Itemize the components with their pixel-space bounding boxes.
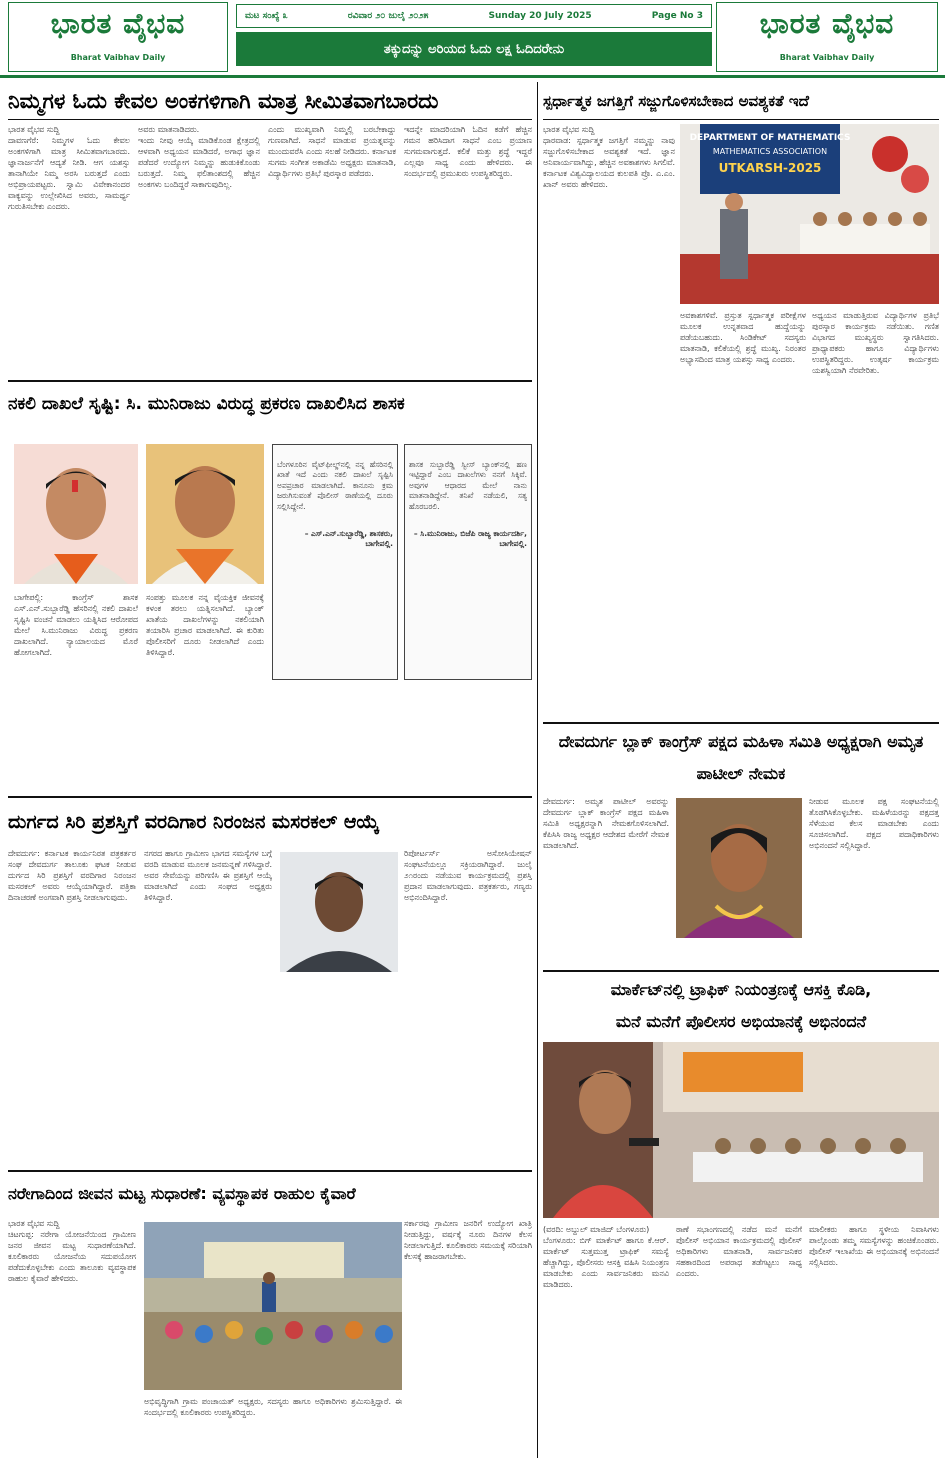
issue-number: ಮಟ ಸಂಖ್ಯೆ ೩ [245, 11, 288, 21]
logo-title: ಭಾರತ ವೈಭವ [50, 7, 186, 40]
portrait-mla [14, 444, 138, 584]
column-divider [537, 82, 538, 1458]
banner-text: DEPARTMENT OF MATHEMATICS [689, 133, 851, 143]
article-column: ಅಭಿವೃದ್ಧಿಗಾಗಿ ಗ್ರಾಮ ಪಂಚಾಯತ್ ಅಧ್ಯಕ್ಷರು, ಸದಸ್ಯರು ಹಾಗೂ ಅಧಿಕಾರಿಗಳು ಶ್ರಮಿಸುತ್ತಿದ್ದಾರೆ. ಈ ಸಂದರ್ಭದಲ್ಲಿ ಕೂಲಿಕಾರರು ಉಪಸ್ಥಿತರಿದ್ದರು. [144, 1397, 402, 1417]
kannada-date: ರವಿವಾರ ೨೦ ಜುಲೈ ೨೦೨೫ [347, 11, 429, 21]
banner-text: MATHEMATICS ASSOCIATION [712, 147, 828, 156]
article-column: ಎಂದು ಮುಖ್ಯವಾಗಿ ನಿಮ್ಮಲ್ಲಿ ಬರಬೇಕಾದ್ದು ಗುಣವಾಗಿದೆ. ಸಾಧನೆ ಮಾಡುವ ಪ್ರಯತ್ನವನ್ನು ಮುಂದುವರೆಸಿ ಎಂದು ಸಲಹೆ ನೀಡಿದರು. ಕರ್ನಾಟಕ ಸುಗಮ ಸಂಗೀತ ಅಕಾಡೆಮಿ ಅಧ್ಯಕ್ಷರು ಮಾತನಾಡಿ, ವಿದ್ಯಾರ್ಥಿಗಳು ಪ್ರತಿಭೆ ಪುರಸ್ಕಾರ ಪಡೆದರು. [268, 125, 396, 178]
event-photo [680, 124, 939, 304]
article-column: ದೇವದುರ್ಗ: ಅಮೃತ ಪಾಟೀಲ್ ಅವರನ್ನು ದೇವದುರ್ಗ ಬ್ಲಾಕ್ ಕಾಂಗ್ರೆಸ್ ಪಕ್ಷದ ಮಹಿಳಾ ಸಮಿತಿ ಅಧ್ಯಕ್ಷರನ್ನಾಗಿ ನೇಮಕಗೊಳಿಸಲಾಗಿದೆ. ಕೆಪಿಸಿಸಿ ರಾಜ್ಯ ಅಧ್ಯಕ್ಷರ ಆದೇಶದ ಮೇರೆಗೆ ನೇಮಕ ಮಾಡಲಾಗಿದೆ. [543, 797, 669, 850]
article-column: ಠಾಣೆ ಸಭಾಂಗಣದಲ್ಲಿ ನಡೆದ ಮನೆ ಮನೆಗೆ ಪೊಲೀಸ್ ಅಭಿಯಾನ ಕಾರ್ಯಕ್ರಮದಲ್ಲಿ ಪೊಲೀಸ್ ಅಧಿಕಾರಿಗಳು ಮಾತನಾಡಿ, ಸಾರ್ವಜನಿಕರ ಸಹಕಾರದಿಂದ ಅಪರಾಧ ತಡೆಗಟ್ಟಲು ಸಾಧ್ಯ ಎಂದರು. [676, 1225, 802, 1278]
tagline: ತಕ್ಕುದನ್ನು ಅರಿಯದ ಓದು ಲಕ್ಷ ಓದಿದರೇನು [236, 32, 712, 66]
article-column: ಅವರು ಮಾತನಾಡಿದರು. ಇಂದು ನೀವು ಆಯ್ಕೆ ಮಾಡಿಕೊಂಡ ಕ್ಷೇತ್ರದಲ್ಲಿ ಆಳವಾಗಿ ಅಧ್ಯಯನ ಮಾಡಿದರೆ, ಅಗಾಧ ಜ್ಞಾನ ಪಡೆದರೆ ಉದ್ಯೋಗ ನಿಮ್ಮನ್ನು ಹುಡುಕಿಕೊಂಡು ಬರುತ್ತದೆ. ನಿಮ್ಮ ಫಲಿತಾಂಶದಲ್ಲಿ ಹೆಚ್ಚಿನ ಅಂಕಗಳು ಬಂದಿದ್ದರೆ ಸಾಕಾಗುವುದಿಲ್ಲ. [138, 125, 260, 189]
divider [543, 970, 939, 972]
article-column: ಇದನ್ನೇ ಮಾದರಿಯಾಗಿ ಓದಿನ ಕಡೆಗೆ ಹೆಚ್ಚಿನ ಗಮನ ಹರಿಸಿದಾಗ ಸಾಧನೆ ಎಂಬ ಪ್ರಯಾಣ ಸುಗಮವಾಗುತ್ತದೆ. ಕಲಿಕೆ ಮತ್ತು ಶ್ರದ್ಧೆ ಇದ್ದರೆ ಎಲ್ಲವೂ ಸಾಧ್ಯ ಎಂದು ಹೇಳಿದರು. ಈ ಸಂದರ್ಭದಲ್ಲಿ ಪ್ರಮುಖರು ಉಪಸ್ಥಿತರಿದ್ದರು. [404, 125, 532, 178]
portrait-amruta-patil [676, 798, 802, 938]
quote-signature: – ಸಿ.ಮುನಿರಾಜು, ಬಿಜೆಪಿ ರಾಜ್ಯ ಕಾರ್ಯದರ್ಶಿ, ಬಾಗೇಪಲ್ಲಿ. [413, 528, 527, 548]
divider [8, 1170, 532, 1172]
article-column: (ವರದಿ: ಅಬ್ದುಲ್ ಮಾಜಿದ್ ಬೆಂಗಳೂರು) ಬೆಂಗಳೂರು: ಬಿಗ್ ಮಾರ್ಕೆಟ್ ಹಾಗೂ ಕೆ.ಆರ್. ಮಾರ್ಕೆಟ್ ಸುತ್ತಮುತ್ತ ಟ್ರಾಫಿಕ್ ಸಮಸ್ಯೆ ಹೆಚ್ಚಾಗಿದ್ದು, ಪೊಲೀಸರು ಆಸಕ್ತಿ ವಹಿಸಿ ನಿಯಂತ್ರಣ ಮಾಡಬೇಕು ಎಂದು ಸಾರ್ವಜನಿಕರು ಮನವಿ ಮಾಡಿದರು. [543, 1225, 669, 1289]
logo-subtitle: Bharat Vaibhav Daily [70, 53, 166, 62]
divider [8, 119, 532, 120]
issue-bar [236, 4, 712, 28]
article-column: ಅವಕಾಶಗಳಿವೆ. ಪ್ರಸ್ತುತ ಸ್ಪರ್ಧಾತ್ಮಕ ಪರೀಕ್ಷೆಗಳ ಮೂಲಕ ಉನ್ನತವಾದ ಹುದ್ದೆಯನ್ನು ಪಡೆಯಬಹುದು. ಸಿಂಡಿಕೇಟ್ ಸದಸ್ಯರು ಮಾತನಾಡಿ, ಕಲಿಕೆಯಲ್ಲಿ ಶ್ರದ್ಧೆ ಮುಖ್ಯ. ನಿರಂತರ ಅಭ್ಯಾಸದಿಂದ ಮಾತ್ರ ಯಶಸ್ಸು ಸಾಧ್ಯ ಎಂದರು. [680, 311, 806, 364]
quote-signature: – ಎಸ್.ಎನ್.ಸುಬ್ಬಾರೆಡ್ಡಿ, ಶಾಸಕರು, ಬಾಗೇಪಲ್ಲಿ. [304, 528, 393, 548]
event-photo [543, 1042, 939, 1218]
article-column: ಸಂಪತ್ತು ಮೂಲಕ ನನ್ನ ವೈಯಕ್ತಿಕ ಜೀವನಕ್ಕೆ ಕಳಂಕ ತರಲು ಯತ್ನಿಸಲಾಗಿದೆ. ಬ್ಯಾಂಕ್ ಖಾತೆಯ ದಾಖಲೆಗಳನ್ನು ನಕಲಿಯಾಗಿ ತಯಾರಿಸಿ ಪ್ರಚಾರ ಮಾಡಲಾಗಿದೆ. ಈ ಕುರಿತು ಪೊಲೀಸರಿಗೆ ದೂರು ನೀಡಲಾಗಿದೆ ಎಂದು ತಿಳಿಸಿದ್ದಾರೆ. [146, 593, 264, 657]
article-column: ಬಾಗೇಪಲ್ಲಿ: ಕಾಂಗ್ರೆಸ್ ಶಾಸಕ ಎಸ್.ಎನ್.ಸುಬ್ಬಾರೆಡ್ಡಿ ಹೆಸರಿನಲ್ಲಿ ನಕಲಿ ದಾಖಲೆ ಸೃಷ್ಟಿಸಿ ವಂಚನೆ ಮಾಡಲು ಯತ್ನಿಸಿದ ಆರೋಪದ ಮೇಲೆ ಸಿ.ಮುನಿರಾಜು ವಿರುದ್ಧ ಪ್ರಕರಣ ದಾಖಲಾಗಿದೆ. ನ್ಯಾಯಾಲಯದ ಮೊರೆ ಹೋಗಲಾಗಿದೆ. [14, 593, 138, 657]
article-headline: ನಿಮ್ಮಗಳ ಓದು ಕೇವಲ ಅಂಕಗಳಿಗಾಗಿ ಮಾತ್ರ ಸೀಮಿತವಾಗಬಾರದು [8, 89, 439, 113]
article-column: ಅಧ್ಯಯನ ಮಾಡುತ್ತಿರುವ ವಿದ್ಯಾರ್ಥಿಗಳ ಪ್ರತಿಭೆ ಪುರಸ್ಕಾರ ಕಾರ್ಯಕ್ರಮ ನಡೆಯಿತು. ಗಣಿತ ವಿಭಾಗದ ಮುಖ್ಯಸ್ಥರು ಸ್ವಾಗತಿಸಿದರು. ಪ್ರಾಧ್ಯಾಪಕರು ಹಾಗೂ ವಿದ್ಯಾರ್ಥಿಗಳು ಉಪಸ್ಥಿತರಿದ್ದರು. ಉತ್ಕರ್ಷ ಕಾರ್ಯಕ್ರಮ ಯಶಸ್ವಿಯಾಗಿ ನೆರವೇರಿತು. [812, 311, 939, 375]
article-column: ಭಾರತ ವೈಭವ ಸುದ್ದಿ ಧಾರವಾಡ: ಸ್ಪರ್ಧಾತ್ಮಕ ಜಗತ್ತಿಗೆ ನಮ್ಮನ್ನು ನಾವು ಸಜ್ಜುಗೊಳಿಸಬೇಕಾದ ಅವಶ್ಯಕತೆ ಇದೆ. ಜ್ಞಾನ ಅನಿವಾರ್ಯವಾಗಿದ್ದು, ಹೆಚ್ಚಿನ ಅವಕಾಶಗಳು ಸಿಗಲಿವೆ. ಕರ್ನಾಟಕ ವಿಶ್ವವಿದ್ಯಾಲಯದ ಕುಲಪತಿ ಪ್ರೊ. ಎ.ಎಂ. ಖಾನ್ ಅವರು ಹೇಳಿದರು. [543, 125, 675, 189]
article-column: ಸರ್ಕಾರವು ಗ್ರಾಮೀಣ ಜನರಿಗೆ ಉದ್ಯೋಗ ಖಾತ್ರಿ ನೀಡುತ್ತಿದ್ದು, ವರ್ಷಕ್ಕೆ ನೂರು ದಿನಗಳ ಕೆಲಸ ನೀಡಲಾಗುತ್ತಿದೆ. ಕೂಲಿಕಾರರು ಸಮಯಕ್ಕೆ ಸರಿಯಾಗಿ ಕೆಲಸಕ್ಕೆ ಹಾಜರಾಗಬೇಕು. [404, 1219, 532, 1261]
quote-text: ಬೆಂಗಳೂರಿನ ವೈಟ್‌ಫೀಲ್ಡ್‌ನಲ್ಲಿ ನನ್ನ ಹೆಸರಿನಲ್ಲಿ ಖಾತೆ ಇದೆ ಎಂದು ನಕಲಿ ದಾಖಲೆ ಸೃಷ್ಟಿಸಿ ಅಪಪ್ರಚಾರ ಮಾಡಲಾಗಿದೆ. ಕಾನೂನು ಕ್ರಮ ಜರುಗಿಸುವಂತೆ ಪೊಲೀಸ್ ಠಾಣೆಯಲ್ಲಿ ದೂರು ಸಲ್ಲಿಸಿದ್ದೇನೆ. [277, 459, 393, 511]
article-column: ಭಾರತ ವೈಭವ ಸುದ್ದಿ ಚಿಟಗುಪ್ಪ: ನರೇಗಾ ಯೋಜನೆಯಿಂದ ಗ್ರಾಮೀಣ ಜನರ ಜೀವನ ಮಟ್ಟ ಸುಧಾರಣೆಯಾಗಿದೆ. ಕೂಲಿಕಾರರು ಯೋಜನೆಯ ಸದುಪಯೋಗ ಪಡೆದುಕೊಳ್ಳಬೇಕು ಎಂದು ತಾಲೂಕು ವ್ಯವಸ್ಥಾಪಕ ರಾಹುಲ ಕೈವಾರೆ ಹೇಳಿದರು. [8, 1219, 136, 1283]
event-photo [144, 1222, 402, 1390]
quote-text: ಶಾಸಕ ಸುಬ್ಬಾರೆಡ್ಡಿ ಸ್ವೀಸ್ ಬ್ಯಾಂಕ್‌ನಲ್ಲಿ ಹಣ ಇಟ್ಟಿದ್ದಾರೆ ಎಂಬ ದಾಖಲೆಗಳು ನನಗೆ ಸಿಕ್ಕಿವೆ. ಅವುಗಳ ಆಧಾರದ ಮೇಲೆ ನಾನು ಮಾತನಾಡಿದ್ದೇನೆ. ತನಿಖೆ ನಡೆಯಲಿ, ಸತ್ಯ ಹೊರಬರಲಿ. [409, 459, 527, 511]
logo-title: ಭಾರತ ವೈಭವ [759, 7, 895, 40]
quote-box-mla [272, 444, 398, 680]
divider [8, 796, 532, 798]
article-column: ನೀಡುವ ಮೂಲಕ ಪಕ್ಷ ಸಂಘಟನೆಯಲ್ಲಿ ತೊಡಗಿಸಿಕೊಳ್ಳಬೇಕು. ಮಹಿಳೆಯರನ್ನು ಪಕ್ಷದತ್ತ ಸೆಳೆಯುವ ಕೆಲಸ ಮಾಡಬೇಕು ಎಂದು ಸೂಚಿಸಲಾಗಿದೆ. ಪಕ್ಷದ ಪದಾಧಿಕಾರಿಗಳು ಅಭಿನಂದನೆ ಸಲ್ಲಿಸಿದ್ದಾರೆ. [809, 797, 939, 850]
masthead [0, 0, 945, 78]
article-headline: ಮನೆ ಮನೆಗೆ ಪೊಲೀಸರ ಅಭಿಯಾನಕ್ಕೆ ಅಭಿನಂದನೆ [615, 1012, 867, 1031]
quote-box-muniraju [404, 444, 532, 680]
logo-subtitle: Bharat Vaibhav Daily [779, 53, 875, 62]
divider [543, 119, 939, 120]
portrait-niranjan [280, 852, 398, 972]
page-number: Page No 3 [651, 11, 703, 21]
banner-text: UTKARSH-2025 [718, 161, 822, 175]
article-headline: ದೇವದುರ್ಗ ಬ್ಲಾಕ್ ಕಾಂಗ್ರೆಸ್ ಪಕ್ಷದ ಮಹಿಳಾ ಸಮಿತಿ ಅಧ್ಯಕ್ಷರಾಗಿ ಅಮೃತ ಪಾಟೀಲ್ ನೇಮಕ [558, 732, 924, 783]
article-headline: ನಕಲಿ ದಾಖಲೆ ಸೃಷ್ಟಿ: ಸಿ. ಮುನಿರಾಜು ವಿರುದ್ಧ ಪ್ರಕರಣ ದಾಖಲಿಸಿದ ಶಾಸಕ [8, 394, 405, 414]
article-headline: ದುರ್ಗದ ಸಿರಿ ಪ್ರಶಸ್ತಿಗೆ ವರದಿಗಾರ ನಿರಂಜನ ಮಸರಕಲ್ ಆಯ್ಕೆ [8, 811, 380, 833]
article-headline: ಸ್ಪರ್ಧಾತ್ಮಕ ಜಗತ್ತಿಗೆ ಸಜ್ಜುಗೊಳಿಸಬೇಕಾದ ಅವಶ್ಯಕತೆ ಇದೆ [543, 92, 809, 110]
article-column: ದೇವದುರ್ಗ: ಕರ್ನಾಟಕ ಕಾರ್ಯನಿರತ ಪತ್ರಕರ್ತರ ಸಂಘ ದೇವದುರ್ಗ ತಾಲೂಕು ಘಟಕ ನೀಡುವ ದುರ್ಗದ ಸಿರಿ ಪ್ರಶಸ್ತಿಗೆ ವರದಿಗಾರ ನಿರಂಜನ ಮಸರಕಲ್ ಅವರು ಆಯ್ಕೆಯಾಗಿದ್ದಾರೆ. ಪತ್ರಿಕಾ ದಿನಾಚರಣೆ ಅಂಗವಾಗಿ ಪ್ರಶಸ್ತಿ ನೀಡಲಾಗುವುದು. [8, 849, 136, 902]
article-column: ನಗರದ ಹಾಗೂ ಗ್ರಾಮೀಣ ಭಾಗದ ಸಮಸ್ಯೆಗಳ ಬಗ್ಗೆ ವರದಿ ಮಾಡುವ ಮೂಲಕ ಜನಮನ್ನಣೆ ಗಳಿಸಿದ್ದಾರೆ. ಅವರ ಸೇವೆಯನ್ನು ಪರಿಗಣಿಸಿ ಈ ಪ್ರಶಸ್ತಿಗೆ ಆಯ್ಕೆ ಮಾಡಲಾಗಿದೆ ಎಂದು ಸಂಘದ ಅಧ್ಯಕ್ಷರು ತಿಳಿಸಿದ್ದಾರೆ. [144, 849, 272, 902]
article-column: ರಿಪೋರ್ಟರ್ಸ್ ಅಸೋಸಿಯೇಷನ್ ಸಂಘಟನೆಯಲ್ಲೂ ಸಕ್ರಿಯರಾಗಿದ್ದಾರೆ. ಜುಲೈ ೨೧ರಂದು ನಡೆಯುವ ಕಾರ್ಯಕ್ರಮದಲ್ಲಿ ಪ್ರಶಸ್ತಿ ಪ್ರದಾನ ಮಾಡಲಾಗುವುದು. ಪತ್ರಕರ್ತರು, ಗಣ್ಯರು ಅಭಿನಂದಿಸಿದ್ದಾರೆ. [404, 849, 532, 902]
portrait-muniraju [146, 444, 264, 584]
article-headline: ನರೇಗಾದಿಂದ ಜೀವನ ಮಟ್ಟ ಸುಧಾರಣೆ: ವ್ಯವಸ್ಥಾಪಕ ರಾಹುಲ ಕೈವಾರೆ [8, 1184, 356, 1203]
english-date: Sunday 20 July 2025 [488, 11, 592, 21]
masthead-logo-right [716, 2, 938, 72]
divider [543, 722, 939, 724]
article-headline: ಮಾರ್ಕೆಟ್‌ನಲ್ಲಿ ಟ್ರಾಫಿಕ್ ನಿಯಂತ್ರಣಕ್ಕೆ ಆಸಕ್ತಿ ಕೊಡಿ, [610, 980, 872, 999]
masthead-logo-left [8, 2, 228, 72]
article-column: ಭಾರತ ವೈಭವ ಸುದ್ದಿ ದಾವಣಗೆರೆ: ನಿಮ್ಮಗಳ ಓದು ಕೇವಲ ಅಂಕಗಳಿಗಾಗಿ ಮಾತ್ರ ಸೀಮಿತವಾಗಬಾರದು. ಜ್ಞಾನಾರ್ಜನೆಗೆ ಆದ್ಯತೆ ನೀಡಿ. ಆಗ ಯಶಸ್ಸು ತಾನಾಗಿಯೇ ನಿಮ್ಮ ಅರಸಿ ಬರುತ್ತದೆ ಎಂದು ಅಭಿಪ್ರಾಯಪಟ್ಟರು. ಸ್ವಾಮಿ ವಿವೇಕಾನಂದರ ವಾಕ್ಯವನ್ನು ಉಲ್ಲೇಖಿಸಿದ ಅವರು, ಸಾಮರ್ಥ್ಯ ಗುರುತಿಸಬೇಕು ಎಂದರು. [8, 125, 130, 211]
article-column: ಮಾಲೀಕರು ಹಾಗೂ ಸ್ಥಳೀಯ ನಿವಾಸಿಗಳು ಪಾಲ್ಗೊಂಡು ತಮ್ಮ ಸಮಸ್ಯೆಗಳನ್ನು ಹಂಚಿಕೊಂಡರು. ಪೊಲೀಸ್ ಇಲಾಖೆಯ ಈ ಅಭಿಯಾನಕ್ಕೆ ಅಭಿನಂದನೆ ಸಲ್ಲಿಸಿದರು. [809, 1225, 939, 1267]
divider [8, 380, 532, 382]
